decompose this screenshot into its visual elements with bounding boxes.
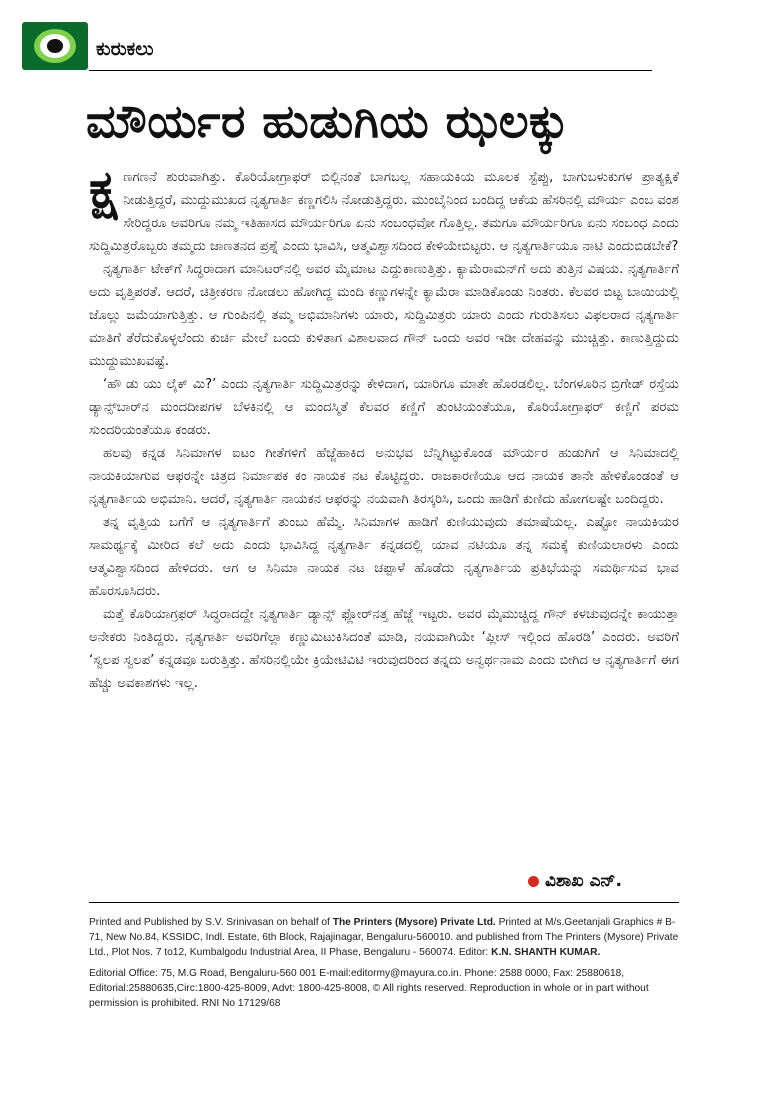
article-paragraph: ತನ್ನ ವೃತ್ತಿಯ ಬಗೆಗೆ ಆ ನೃತ್ಯಗಾರ್ತಿಗೆ ತುಂಬು ಹೆಮ್ಮೆ. ಸಿನಿಮಾಗಳ ಹಾಡಿಗೆ ಕುಣಿಯುವುದು ತಮಾಷೆಯಲ್ಲ. ಎಷ್ಟೋ ನಾಯಕಿಯರ ಸಾಮರ್ಥ್ಯಕ್ಕೆ ಮೀರಿದ ಕಲೆ ಅದು ಎಂದು ಭಾವಿಸಿದ್ದ ನೃತ್ಯಗಾರ್ತಿ ಕನ್ನಡದಲ್ಲಿ ಯಾವ ನಟಿಯೂ ತನ್ನ ಸಮಕ್ಕೆ ಕುಣಿಯಲಾರಳು ಎಂದು ಆತ್ಮವಿಶ್ವಾಸದಿಂದ ಹೇಳಿದರು. ಆಗ ಆ ಸಿನಿಮಾ ನಾಯಕ ನಟ ಚಪ್ಪಾಳೆ ಹೊಡೆದು ನೃತ್ಯಗಾರ್ತಿಯ ಪ್ರತಿಭೆಯನ್ನು ಸಮರ್ಥಿಸುವ ಭಾವ ಹೊರಸೂಸಿದರು. [89,515,679,599]
imprint-suffix: Printed at M/s.Geetanjali Graphics # B-71, New No.84, KSSIDC, Indl. Estate, 6th Block, Rajajinagar, Bengaluru-560010. and published from The Printers (Mysore) Private Ltd., Plot Nos. 7 to12, Kumbalgodu Industrial Area, II Phase, Bengaluru - 560074. Editor: [89,917,679,958]
section-label: ಕುರುಕಲು [96,38,154,60]
header-divider [89,70,652,71]
author-name: ವಿಶಾಖ ಎನ್. [545,871,622,891]
imprint-text [89,915,679,960]
mayura-logo-icon [22,22,88,70]
imprint-company: The Printers (Mysore) Private Ltd. [332,917,496,928]
article-paragraph: ‘ಹೌ ಡು ಯು ಲೈಕ್ ಮಿ?’ ಎಂದು ನೃತ್ಯಗಾರ್ತಿ ಸುದ್ದಿಮಿತ್ರರನ್ನು ಕೇಳಿದಾಗ, ಯಾರಿಗೂ ಮಾತೇ ಹೊರಡಲಿಲ್ಲ. ಬೆಂಗಳೂರಿನ ಬ್ರಿಗೇಡ್ ರಸ್ತೆಯ ಡ್ಯಾನ್ಸ್‌ಬಾರ್‌ನ ಮಂದದೀಪಗಳ ಬೆಳಕಿನಲ್ಲಿ ಆ ಮಂದಸ್ಮಿತೆ ಕೆಲವರ ಕಣ್ಣಿಗೆ ತುಂಟಿಯಂತೆಯೂ, ಕೊರಿಯೋಗ್ರಾಫರ್ ಕಣ್ಣಿಗೆ ಪರಮ ಸುಂದರಿಯಂತೆಯೂ ಕಂಡರು. [89,377,679,438]
drop-cap: ಕ್ಷ [89,160,118,220]
page-header [22,22,652,72]
imprint-prefix: Printed and Published by S.V. Srinivasan on behalf of [89,917,333,928]
bullet-dot-icon [528,876,539,887]
imprint-editor: K.N. SHANTH KUMAR. [491,947,601,958]
article-title: ಮೌರ್ಯರ ಹುಡುಗಿಯ ಝಲಕ್ಕು [86,94,570,148]
article-paragraph: ಣಗಣನೆ ಶುರುವಾಗಿತ್ತು. ಕೊರಿಯೋಗ್ರಾಫರ್ ಬಿಲ್ಲಿನಂತೆ ಬಾಗಬಲ್ಲ ಸಹಾಯಕಿಯ ಮೂಲಕ ಸ್ಟೆಪ್ಪು, ಬಾಗುಬಳುಕುಗಳ ಪ್ರಾತ್ಯಕ್ಷಿಕೆ ನೀಡುತ್ತಿದ್ದರೆ, ಮುದ್ದುಮುಖದ ನೃತ್ಯಗಾರ್ತಿ ಕಣ್ಣಗಲಿಸಿ ನೋಡುತ್ತಿದ್ದರು. ಮುಂಬೈನಿಂದ ಬಂದಿದ್ದ ಆಕೆಯ ಹೆಸರಿನಲ್ಲಿ ಮೌರ್ಯ ಎಂಬ ವಂಶ ಸೇರಿದ್ದರೂ ಅವರಿಗೂ ನಮ್ಮ ಇತಿಹಾಸದ ಮೌರ್ಯರಿಗೂ ಏನು ಸಂಬಂಧವೋ ಗೊತ್ತಿಲ್ಲ. ತಮಗೂ ಮೌರ್ಯರಿಗೂ ಏನು ಸಂಬಂಧ ಎಂದು ಸುದ್ದಿಮಿತ್ರರೊಬ್ಬರು ತಮ್ಮದು ಜಾಣತನದ ಪ್ರಶ್ನೆ ಎಂದು ಭಾವಿಸಿ, ಆತ್ಮವಿಶ್ವಾಸದಿಂದ ಕೇಳಿಯೇಬಿಟ್ಟರು. ಆ ನೃತ್ಯಗಾರ್ತಿಯೂ ನಾಟಿ ಎಂದುಬಿಡಬೇಕೆ? [89,170,679,254]
article-paragraph: ಮತ್ತೆ ಕೊರಿಯಾಗ್ರಫರ್ ಸಿದ್ಧರಾದದ್ದೇ ನೃತ್ಯಗಾರ್ತಿ ಡ್ಯಾನ್ಸ್ ಫ್ಲೋರ್‌ನತ್ತ ಹೆಜ್ಜೆ ಇಟ್ಟರು. ಅವರ ಮೈಮುಚ್ಚಿದ್ದ ಗೌನ್ ಕಳಚುವುದನ್ನೇ ಕಾಯುತ್ತಾ ಅನೇಕರು ನಿಂತಿದ್ದರು. ನೃತ್ಯಗಾರ್ತಿ ಅವರಿಗೆಲ್ಲಾ ಕಣ್ಣುಮಿಟುಕಿಸಿದಂತೆ ಮಾಡಿ, ನಯವಾಗಿಯೇ ‘ಪ್ಲೀಸ್ ಇಲ್ಲಿಂದ ಹೊರಡಿ’ ಎಂದರು. ಅವರಿಗೆ ‘ಸ್ವಲಪ ಸ್ವಲಪ’ ಕನ್ನಡವೂ ಬರುತ್ತಿತ್ತು. ಹೆಸರಿನಲ್ಲಿಯೇ ಕ್ರಿಯೇಟಿವಿಟಿ ಇರುವುದರಿಂದ ತನ್ನದು ಅನ್ವರ್ಥನಾಮ ಎಂದು ಬೀಗಿದ ಆ ನೃತ್ಯಗಾರ್ತಿಗೆ ಈಗ ಹೆಚ್ಚು ಅವಕಾಶಗಳು ಇಲ್ಲ. [89,607,679,691]
imprint-footer [89,915,679,1017]
article-body [89,160,679,695]
article-paragraph: ಹಲವು ಕನ್ನಡ ಸಿನಿಮಾಗಳ ಐಟಂ ಗೀತೆಗಳಿಗೆ ಹೆಜ್ಜೆಹಾಕಿದ ಅನುಭವ ಬೆನ್ನಿಗಿಟ್ಟುಕೊಂಡ ಮೌರ್ಯರ ಹುಡುಗಿಗೆ ಆ ಸಿನಿಮಾದಲ್ಲಿ ನಾಯಕಿಯಾಗುವ ಆಫರನ್ನೇ ಚಿತ್ರದ ನಿರ್ಮಾಪಕ ಕಂ ನಾಯಕ ನಟ ಕೊಟ್ಟಿದ್ದರು. ರಾಜಕಾರಣಿಯೂ ಆದ ನಾಯಕ ತಾನೇ ಹೇಳಿಕೊಂಡಂತೆ ಆ ನೃತ್ಯಗಾರ್ತಿಯ ಅಭಿಮಾನಿ. ಆದರೆ, ನೃತ್ಯಗಾರ್ತಿ ನಾಯಕನ ಆಫರನ್ನು ನಯವಾಗಿ ತಿರಸ್ಕರಿಸಿ, ಒಂದು ಹಾಡಿಗೆ ಕುಣಿದು ಹೋಗಲಷ್ಟೇ ಬಂದಿದ್ದರು. [89,446,679,507]
footer-divider [89,902,679,903]
article-paragraph: ನೃತ್ಯಗಾರ್ತಿ ಟೇಕ್‌ಗೆ ಸಿದ್ಧರಾದಾಗ ಮಾನಿಟರ್‌ನಲ್ಲಿ ಅವರ ಮೈಮಾಟ ಎದ್ದುಕಾಣುತ್ತಿತ್ತು. ಕ್ಯಾಮೆರಾಮನ್‌ಗೆ ಅದು ತುತ್ತಿನ ವಿಷಯ. ನೃತ್ಯಗಾರ್ತಿಗೆ ಅದು ವೃತ್ತಿಪರತೆ. ಆದರೆ, ಚಿತ್ರೀಕರಣ ನೋಡಲು ಹೋಗಿದ್ದ ಮಂದಿ ಕಣ್ಣುಗಳನ್ನೇ ಕ್ಯಾಮೆರಾ ಮಾಡಿಕೊಂಡು ನಿಂತರು. ಕೆಲವರ ಬಿಟ್ಟ ಬಾಯಿಯಲ್ಲಿ ಜೊಲ್ಲು ಜಮೆಯಾಗುತ್ತಿತ್ತು. ಆ ಗುಂಪಿನಲ್ಲಿ ತಮ್ಮ ಅಭಿಮಾನಿಗಳು ಯಾರು, ಸುದ್ದಿಮಿತ್ರರು ಯಾರು ಎಂದು ಗುರುತಿಸಲು ವಿಫಲರಾದ ನೃತ್ಯಗಾರ್ತಿ ಮಾತಿಗೆ ತೆರೆದುಕೊಳ್ಳಲೆಂದು ಕುರ್ಚಿ ಮೇಲೆ ಬಂದು ಕುಳಿತಾಗ ವಿಶಾಲವಾದ ಗೌನ್ ಒಂದು ಅವರ ಇಡೀ ದೇಹವನ್ನು ಮುಚ್ಚಿತ್ತು. ಕಾಣುತ್ತಿದ್ದುದು ಮುದ್ದುಮುಖವಷ್ಟೆ. [89,262,679,369]
office-info: Editorial Office: 75, M.G Road, Bengaluru-560 001 E-mail:editormy@mayura.co.in. Phone: 2588 0000, Fax: 25880618, Editorial:25880635,Circ:1800-425-8009, Advt: 1800-425-8008, © All rights reserved. Reproduction in whole or in part without permission is prohibited. RNI No 17129/68 [89,968,649,1009]
author-byline [528,871,678,891]
